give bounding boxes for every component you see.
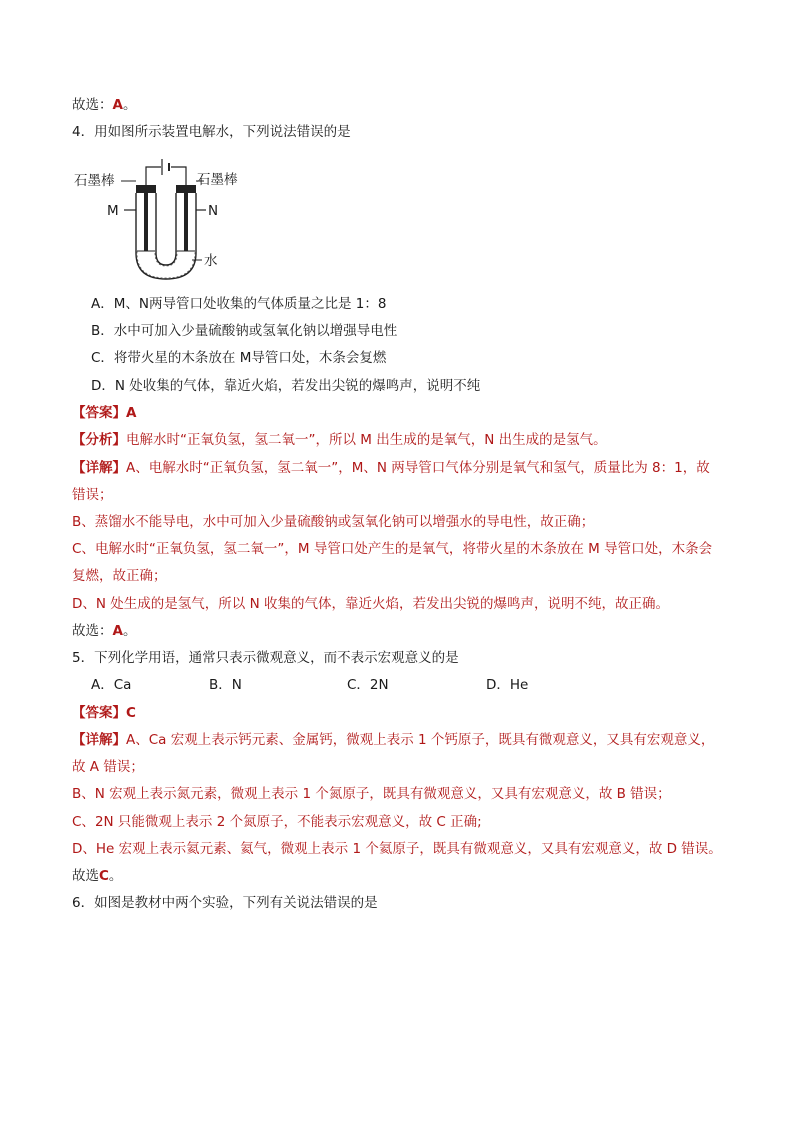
detail-text: A、电解水时“正氧负氢，氢二氧一”，M、N 两导管口气体分别是氧气和氢气，质量比为 8：1，故: [126, 460, 710, 476]
right-stopper: [176, 185, 196, 193]
q5-option-c: C．2N: [347, 677, 389, 693]
q4-option-c: C．将带火星的木条放在 M导管口处，木条会复燃: [91, 350, 387, 366]
q5-detail-b: [72, 785, 671, 803]
right-electrode: [184, 193, 188, 251]
detail-prefix: C、: [72, 814, 95, 830]
q4-option-b: B．水中可加入少量硫酸钠或氢氧化钠以增强导电性: [91, 323, 398, 339]
q4-option-d: D．N 处收集的气体，靠近火焰，若发出尖锐的爆鸣声，说明不纯: [91, 378, 481, 394]
q4-stem: 4．用如图所示装置电解水，下列说法错误的是: [72, 124, 351, 140]
q4-option-a: A．M、N两导管口处收集的气体质量之比是 1：8: [91, 296, 387, 312]
q4-detail-c: [72, 540, 712, 558]
q4-analysis: [72, 431, 607, 449]
q6-stem: 6．如图是教材中两个实验，下列有关说法错误的是: [72, 895, 378, 911]
m-label: M: [107, 203, 119, 219]
n-label: N: [208, 203, 219, 219]
q4-detail-c-cont: 复燃，故正确；: [72, 568, 167, 584]
choice-value: A: [112, 97, 123, 113]
left-stopper: [136, 185, 156, 193]
detail-prefix: D、: [72, 841, 96, 857]
q5-choice: [72, 867, 122, 885]
analysis-text: 电解水时“正氧负氢，氢二氧一”，所以: [126, 432, 361, 448]
battery-wire: [146, 167, 186, 185]
water-label: 水: [204, 253, 218, 269]
analysis-text: 出生成的是氧气，: [371, 432, 485, 448]
q4-detail-d: [72, 595, 669, 613]
q4-detail-a: [72, 459, 710, 477]
analysis-text: 出生成的是氢气。: [494, 432, 607, 448]
q4-detail-a-cont: 错误；: [72, 487, 113, 503]
q5-answer: [72, 704, 136, 722]
detail-text: N 处生成的是氢气，所以 N 收集的气体，靠近火焰，若发出尖锐的爆鸣声，说明不纯，故正确。: [95, 596, 669, 612]
detail-prefix: D、: [72, 596, 96, 612]
left-electrode: [144, 193, 148, 251]
analysis-text: M: [360, 432, 372, 448]
u-tube-inner: [156, 193, 176, 265]
q5-option-d: D．He: [486, 677, 529, 693]
detail-label: 【详解】: [72, 460, 126, 476]
q5-detail-d: [72, 840, 722, 858]
q3-choice-line: [72, 96, 136, 114]
q5-detail-a: [72, 731, 714, 749]
q4-choice: [72, 622, 136, 640]
q5-option-b: B．N: [209, 677, 242, 693]
q5-stem: 5．下列化学用语，通常只表示微观意义，而不表示宏观意义的是: [72, 650, 459, 666]
electrolysis-figure: [74, 153, 254, 283]
detail-text: 蒸馏水不能导电，水中可加入少量硫酸钠或氢氧化钠可以增强水的导电性，故正确；: [94, 514, 595, 530]
detail-label: 【详解】: [72, 732, 126, 748]
choice-value: A: [112, 623, 123, 639]
answer-value: C: [126, 705, 136, 721]
detail-text: 2N 只能微观上表示 2 个氮原子，不能表示宏观意义，故 C 正确;: [94, 814, 482, 830]
choice-prefix: 故选：: [72, 623, 113, 639]
detail-prefix: C、: [72, 541, 95, 557]
detail-text: A、Ca 宏观上表示钙元素、金属钙，微观上表示 1 个钙原子，既具有微观意义，又具有宏观意义，: [126, 732, 715, 748]
detail-text: 电解水时“正氧负氢，氢二氧一”，M 导管口处产生的是氧气，将带火星的木条放在 M 导管口处，木条会: [94, 541, 713, 557]
choice-end: 。: [108, 868, 123, 884]
left-electrode-label: 石墨棒: [74, 173, 115, 189]
answer-label: 【答案】: [72, 405, 126, 421]
q5-option-a: A．Ca: [91, 677, 132, 693]
detail-prefix: B、: [72, 514, 95, 530]
choice-end: 。: [122, 623, 137, 639]
answer-label: 【答案】: [72, 705, 126, 721]
choice-value: C: [99, 868, 109, 884]
right-electrode-label: 石墨棒: [197, 172, 238, 188]
q5-detail-c: [72, 813, 482, 831]
detail-text: N 宏观上表示氮元素，微观上表示 1 个氮原子，既具有微观意义，又具有宏观意义，故 B 错误；: [94, 786, 671, 802]
q4-answer: [72, 404, 136, 422]
choice-prefix: 故选: [72, 868, 99, 884]
answer-value: A: [126, 405, 137, 421]
detail-text: He 宏观上表示氦元素、氦气，微观上表示 1 个氦原子，既具有微观意义，又具有宏观意义，故 D 错误。: [95, 841, 722, 857]
analysis-text: N: [484, 432, 495, 448]
q4-detail-b: [72, 513, 594, 531]
detail-prefix: B、: [72, 786, 95, 802]
q5-detail-a-cont: 故 A 错误；: [72, 759, 144, 775]
analysis-label: 【分析】: [72, 432, 126, 448]
choice-prefix: 故选：: [72, 97, 113, 113]
choice-end: 。: [122, 97, 137, 113]
